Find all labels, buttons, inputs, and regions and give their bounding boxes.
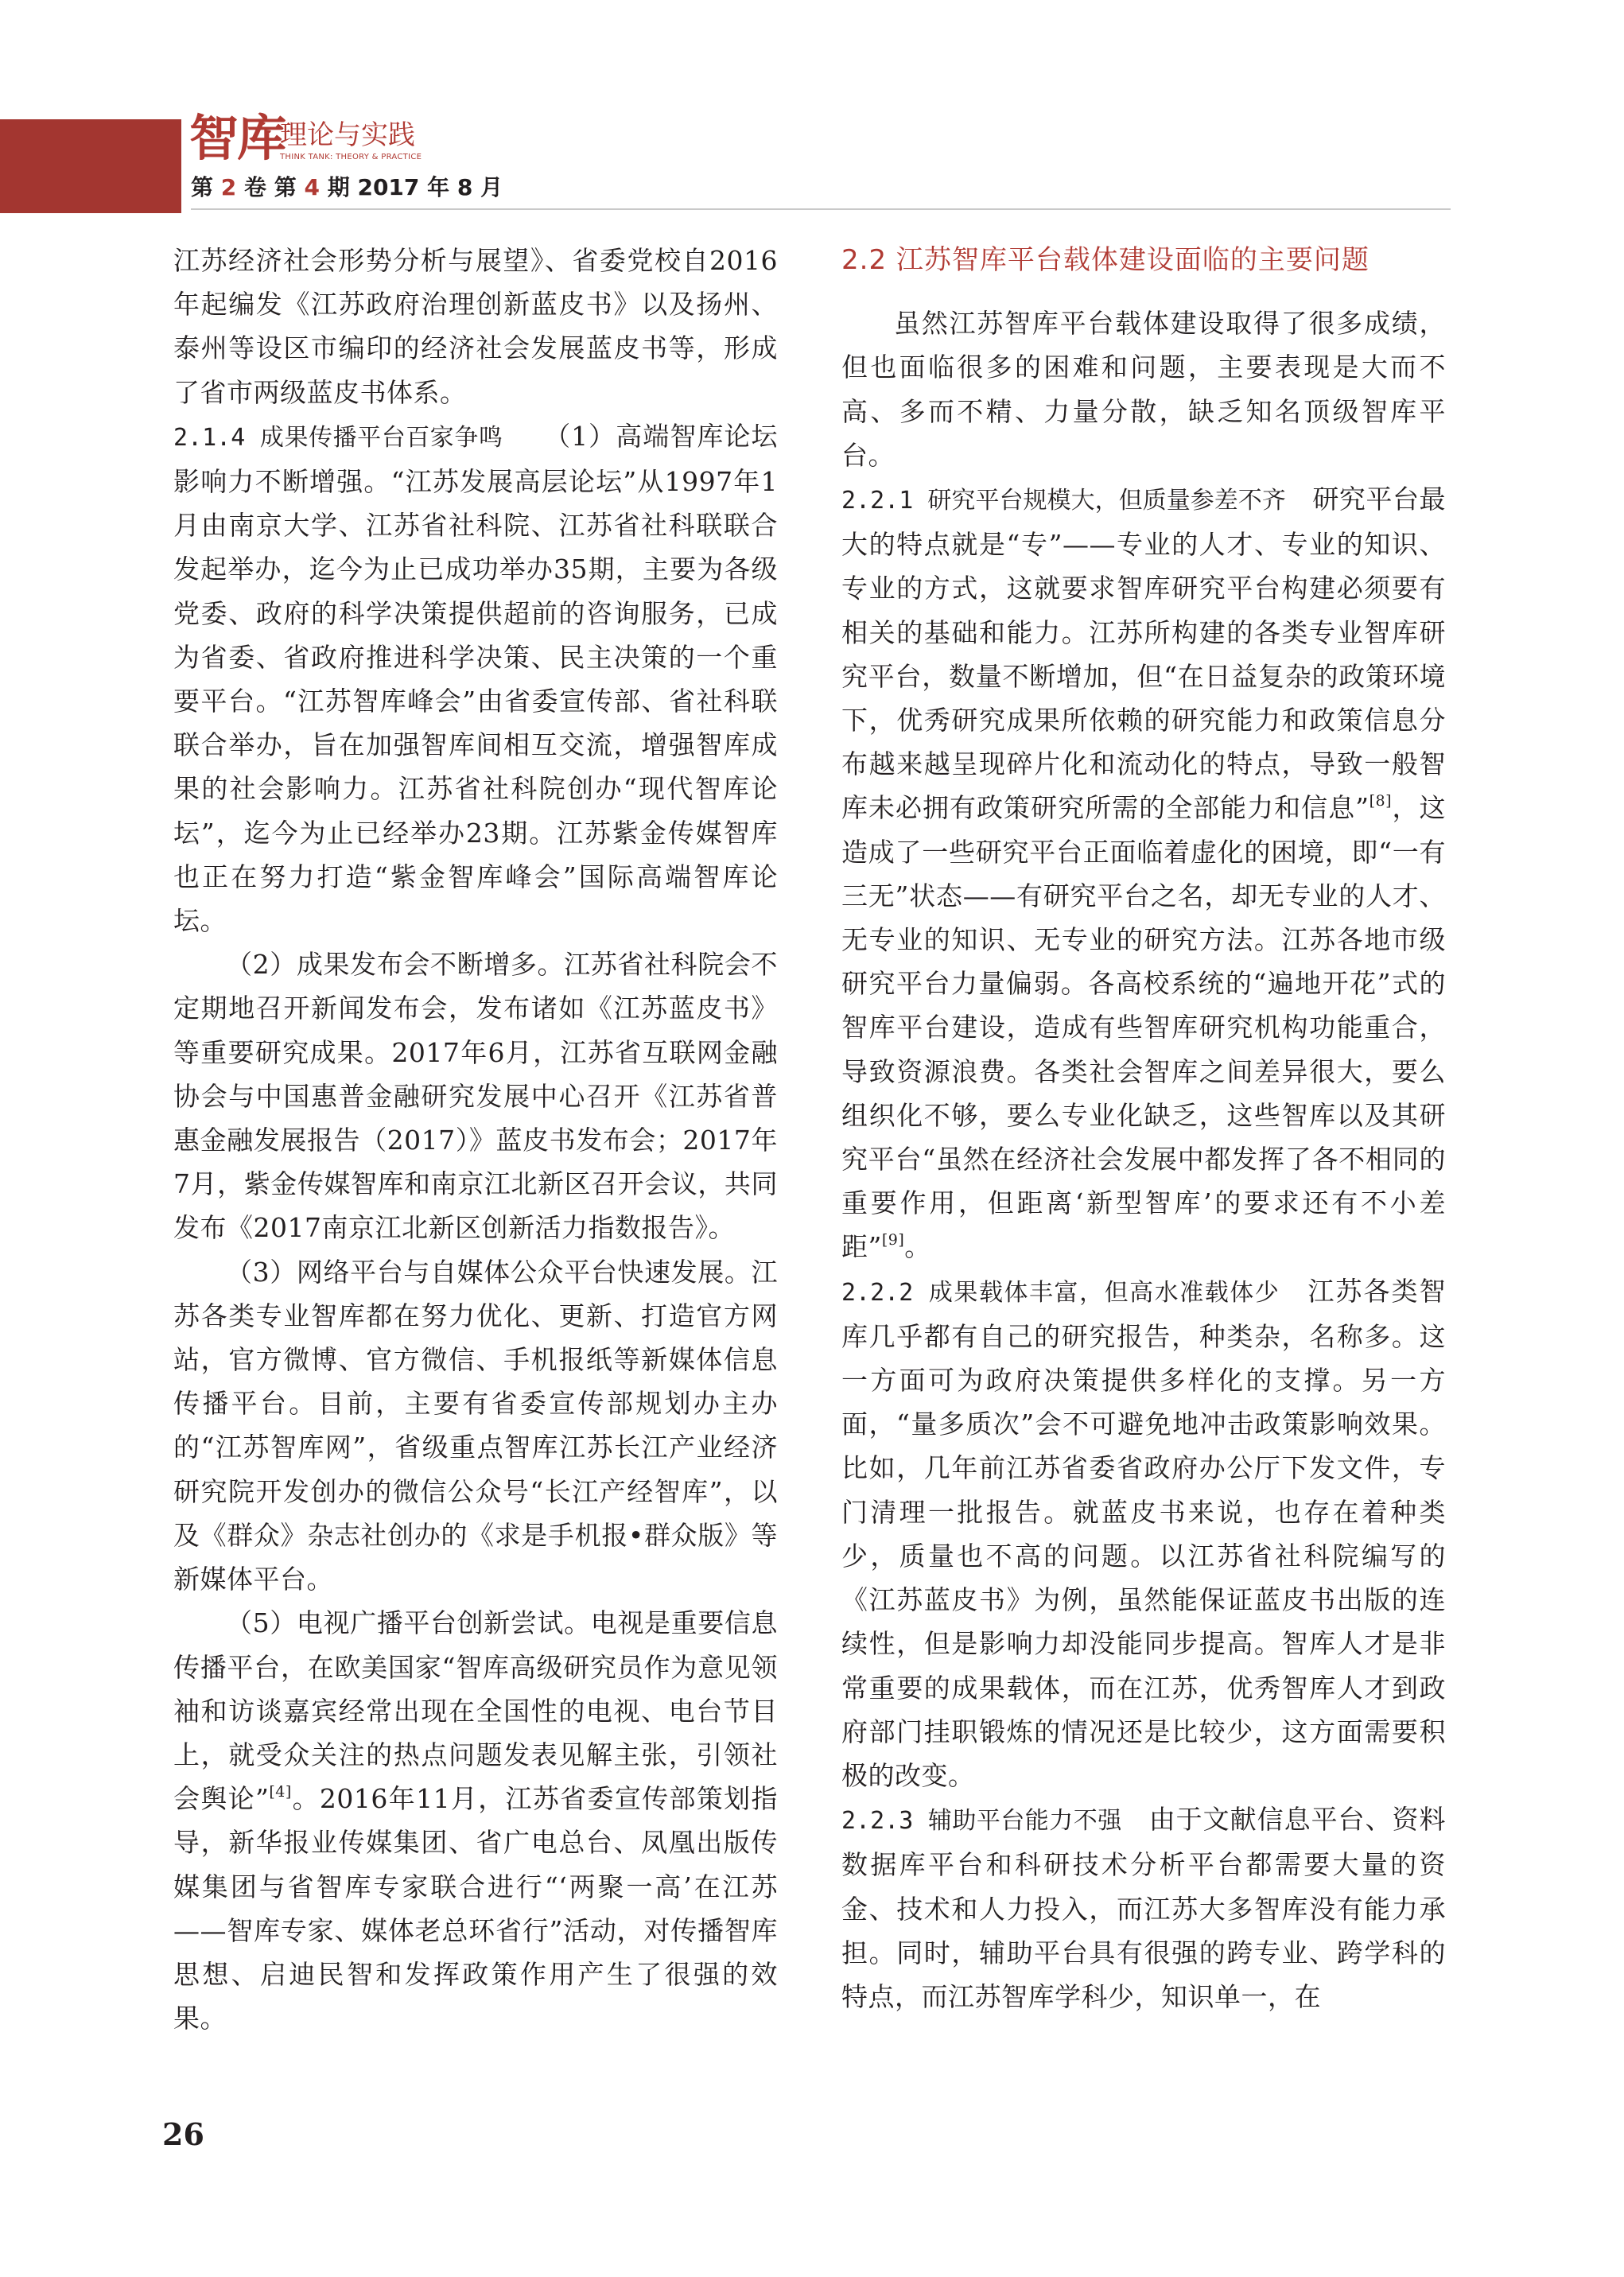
paragraph: （3）网络平台与自媒体公众平台快速发展。江苏各类专业智库都在努力优化、更新、打造官方网站，官方微博、官方微信、手机报纸等新媒体信息传播平台。目前，主要有省委宣传部规划办主办的“江苏智库网”，省级重点智库江苏长江产业经济研究院开发创办的微信公众号“长江产经智库”，以及《群众》杂志社创办的《求是手机报•群众版》等新媒体平台。: [173, 1256, 778, 1595]
paragraph: （5）电视广播平台创新尝试。电视是重要信息传播平台，在欧美国家“智库高级研究员作为意见领袖和访谈嘉宾经常出现在全国性的电视、电台节目上，就受众关注的热点问题发表见解主张，引领社会舆论”[4]。2016年11月，江苏省委宣传部策划指导，新华报业传媒集团、省广电总台、凤凰出版传媒集团与省智库专家联合进行“‘两聚一高’在江苏——智库专家、媒体老总环省行”活动，对传播智库思想、启迪民智和发挥政策作用产生了很强的效果。: [173, 1607, 778, 2034]
page-number: 26: [162, 2116, 204, 2152]
citation-ref: [8]: [1369, 792, 1392, 810]
journal-english-title: THINK TANK: THEORY & PRACTICE: [280, 153, 422, 161]
paragraph: 江苏经济社会形势分析与展望》、省委党校自2016年起编发《江苏政府治理创新蓝皮书》以及扬州、泰州等设区市编印的经济社会发展蓝皮书等，形成了省市两级蓝皮书体系。: [173, 245, 778, 408]
subsection-heading: 2.2.2 成果载体丰富，但高水准载体少: [841, 1278, 1280, 1307]
page-header: [0, 0, 1624, 215]
journal-subtitle: 理论与实践: [280, 119, 415, 151]
paragraph: 虽然江苏智库平台载体建设取得了很多成绩，但也面临很多的困难和问题，主要表现是大而不高、多而不精、力量分散，缺乏知名顶级智库平台。: [841, 308, 1446, 471]
subsection-heading: 2.1.4 成果传播平台百家争鸣: [173, 423, 503, 452]
paragraph: 2.2.3 辅助平台能力不强 由于文献信息平台、资料数据库平台和科研技术分析平台都需要大量的资金、技术和人力投入，而江苏大多智库没有能力承担。同时，辅助平台具有很强的跨专业、跨学科的特点，而江苏智库学科少，知识单一，在: [841, 1804, 1447, 2012]
subsection-heading: 2.2.3 辅助平台能力不强: [841, 1807, 1122, 1836]
header-color-bar: [0, 119, 181, 213]
paragraph: （2）成果发布会不断增多。江苏省社科院会不定期地召开新闻发布会，发布诸如《江苏蓝皮书》等重要研究成果。2017年6月，江苏省互联网金融协会与中国惠普金融研究发展中心召开《江苏省普惠金融发展报告（2017）》蓝皮书发布会；2017年7月，紫金传媒智库和南京江北新区召开会议，共同发布《2017南京江北新区创新活力指数报告》。: [173, 949, 778, 1244]
journal-logo: 智库: [189, 109, 286, 167]
right-column: [841, 239, 1446, 2019]
volume-number: 2: [220, 174, 237, 200]
issue-info: 第 2 卷 第 4 期 2017 年 8 月: [191, 174, 503, 200]
issue-number: 4: [304, 174, 320, 200]
subsection-heading: 2.2.1 研究平台规模大，但质量参差不齐: [841, 487, 1286, 515]
section-heading: 2.2 江苏智库平台载体建设面临的主要问题: [841, 244, 1370, 276]
citation-ref: [4]: [269, 1783, 292, 1801]
header-divider: [191, 208, 1451, 210]
paragraph: 2.1.4 成果传播平台百家争鸣 （1）高端智库论坛影响力不断增强。“江苏发展高层论坛”从1997年1月由南京大学、江苏省社科院、江苏省社科联联合发起举办，迄今为止已成功举办35期，主要为各级党委、政府的科学决策提供超前的咨询服务，已成为省委、省政府推进科学决策、民主决策的一个重要平台。“江苏智库峰会”由省委宣传部、省社科联联合举办，旨在加强智库间相互交流，增强智库成果的社会影响力。江苏省社科院创办“现代智库论坛”，迄今为止已经举办23期。江苏紫金传媒智库也正在努力打造“紫金智库峰会”国际高端智库论坛。: [173, 420, 779, 937]
paragraph: 2.2.1 研究平台规模大，但质量参差不齐 研究平台最大的特点就是“专”——专业的人才、专业的知识、专业的方式，这就要求智库研究平台构建必须要有相关的基础和能力。江苏所构建的各类专业智库研究平台，数量不断增加，但“在日益复杂的政策环境下，优秀研究成果所依赖的研究能力和政策信息分布越来越呈现碎片化和流动化的特点，导致一般智库未必拥有政策研究所需的全部能力和信息”[8]，这造成了一些研究平台正面临着虚化的困境，即“一有三无”状态——有研究平台之名，却无专业的人才、无专业的知识、无专业的研究方法。江苏各地市级研究平台力量偏弱。各高校系统的“遍地开花”式的智库平台建设，造成有些智库研究机构功能重合，导致资源浪费。各类社会智库之间差异很大，要么组织化不够，要么专业化缺乏，这些智库以及其研究平台“虽然在经济社会发展中都发挥了各不相同的重要作用，但距离‘新型智库’的要求还有不小差距”[9]。: [841, 484, 1447, 1263]
left-column: [173, 239, 778, 2040]
paragraph: 2.2.2 成果载体丰富，但高水准载体少 江苏各类智库几乎都有自己的研究报告，种类杂，名称多。这一方面可为政府决策提供多样化的支撑。另一方面，“量多质次”会不可避免地冲击政策影响效果。比如，几年前江苏省委省政府办公厅下发文件，专门清理一批报告。就蓝皮书来说，也存在着种类少，质量也不高的问题。以江苏省社科院编写的《江苏蓝皮书》为例，虽然能保证蓝皮书出版的连续性，但是影响力却没能同步提高。智库人才是非常重要的成果载体，而在江苏，优秀智库人才到政府部门挂职锻炼的情况还是比较少，这方面需要积极的改变。: [841, 1275, 1446, 1791]
citation-ref: [9]: [881, 1231, 905, 1249]
